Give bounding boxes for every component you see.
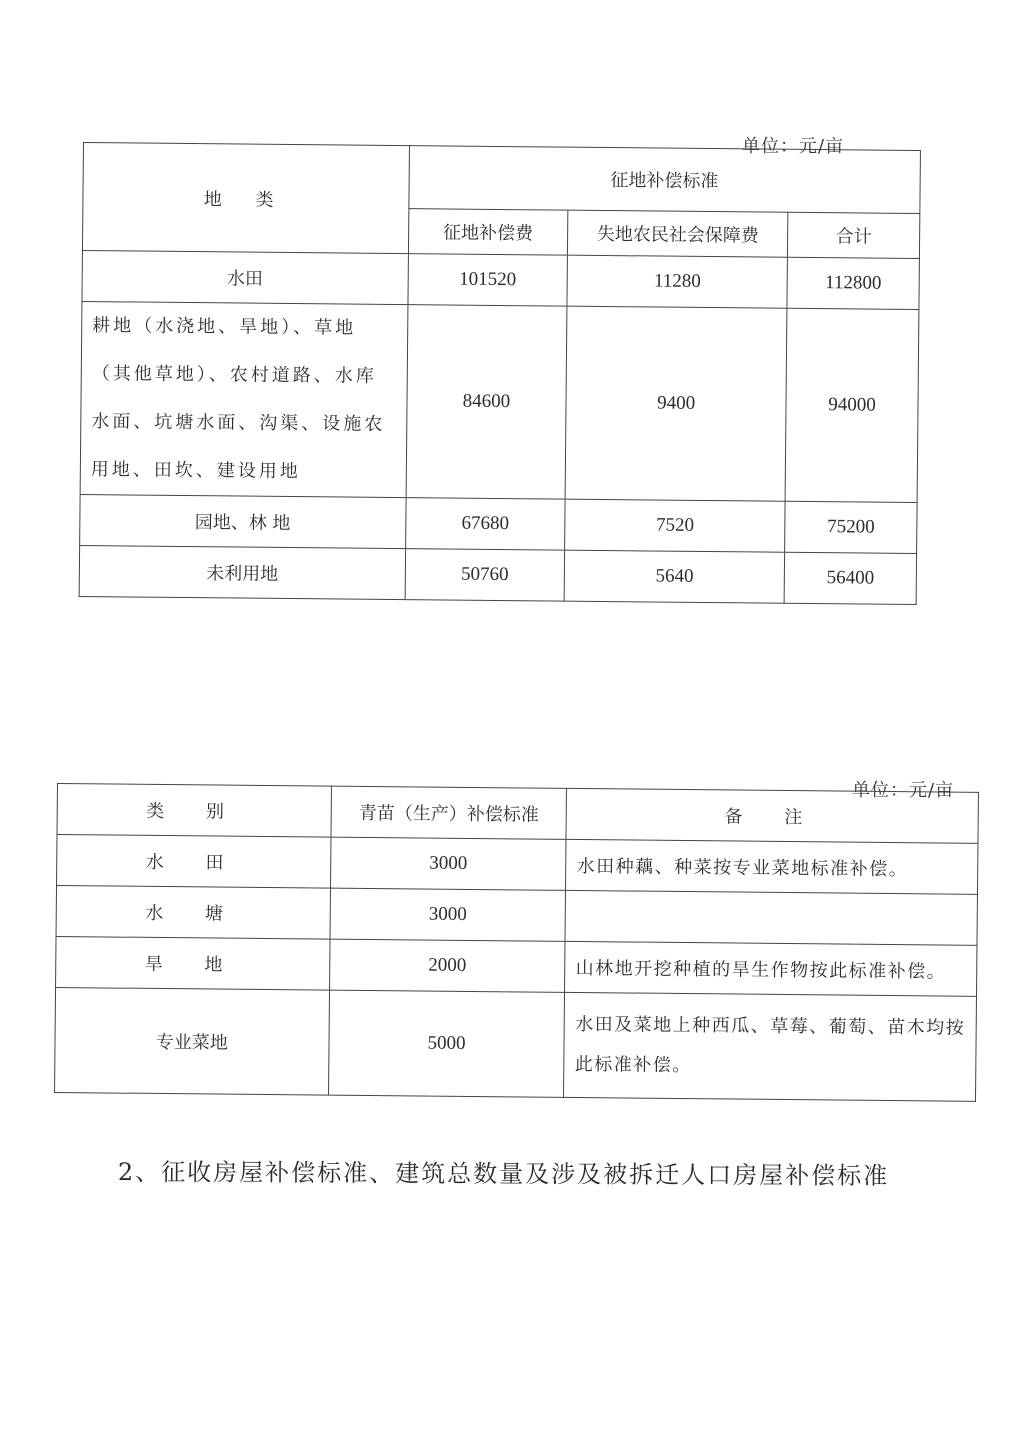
remark-cell: 水田种藕、种菜按专业菜地标准补偿。 — [566, 839, 978, 894]
category-cell: 水 塘 — [56, 886, 330, 940]
land-type-cell: 耕地（水浇地、旱地）、草地（其他草地）、农村道路、水库水面、坑塘水面、沟渠、设施农用地、田坎、建设用地 — [80, 301, 407, 497]
standard-cell: 5000 — [328, 990, 565, 1097]
header-compensation-group: 征地补偿标准 — [408, 146, 920, 214]
remark-cell: 水田及菜地上种西瓜、草莓、葡萄、苗木均按此标准补偿。 — [564, 992, 977, 1101]
header-standard: 青苗（生产）补偿标准 — [331, 786, 567, 839]
standard-cell: 3000 — [330, 837, 566, 890]
remark-cell — [565, 890, 977, 945]
header-total: 合计 — [788, 212, 920, 258]
total-cell: 56400 — [784, 552, 916, 604]
land-type-cell: 未利用地 — [79, 545, 405, 599]
fee-cell: 50760 — [405, 549, 565, 602]
standard-cell: 3000 — [330, 888, 566, 941]
fee-cell: 84600 — [406, 305, 568, 500]
category-cell: 旱 地 — [56, 936, 330, 990]
social-cell: 11280 — [567, 255, 787, 308]
standard-cell: 2000 — [329, 939, 565, 992]
total-cell: 94000 — [785, 308, 919, 502]
table-row — [56, 936, 977, 996]
table-row — [57, 835, 978, 895]
header-land-type: 地 类 — [82, 143, 409, 254]
remark-cell: 山林地开挖种植的旱生作物按此标准补偿。 — [565, 941, 977, 996]
social-cell: 7520 — [565, 499, 785, 552]
table2-unit-label: 单位：元/亩 — [852, 780, 955, 801]
section-heading: 2、征收房屋补偿标准、建筑总数量及涉及被拆迁人口房屋补偿标准 — [117, 1157, 890, 1191]
land-compensation-table — [79, 142, 921, 605]
fee-cell: 101520 — [408, 254, 568, 307]
table-row — [80, 494, 917, 553]
crop-compensation-table — [54, 783, 979, 1102]
total-cell: 112800 — [787, 257, 919, 309]
total-cell: 75200 — [785, 501, 917, 553]
header-fee: 征地补偿费 — [408, 209, 568, 256]
land-type-cell: 水田 — [82, 250, 408, 304]
social-cell: 9400 — [565, 306, 787, 501]
table-row — [79, 545, 916, 604]
table-row — [55, 987, 977, 1101]
fee-cell: 67680 — [405, 498, 565, 551]
category-cell: 水 田 — [57, 835, 331, 889]
land-type-cell: 园地、林 地 — [80, 494, 406, 548]
header-remark: 备 注 — [566, 788, 978, 843]
header-social-security: 失地农民社会保障费 — [568, 210, 788, 257]
table1-unit-label: 单位：元/亩 — [742, 136, 845, 157]
table-row — [56, 886, 977, 946]
social-cell: 5640 — [564, 550, 784, 603]
header-category: 类 别 — [57, 784, 331, 838]
category-cell: 专业菜地 — [55, 987, 330, 1095]
table-row — [82, 250, 919, 309]
table-row — [80, 301, 919, 502]
